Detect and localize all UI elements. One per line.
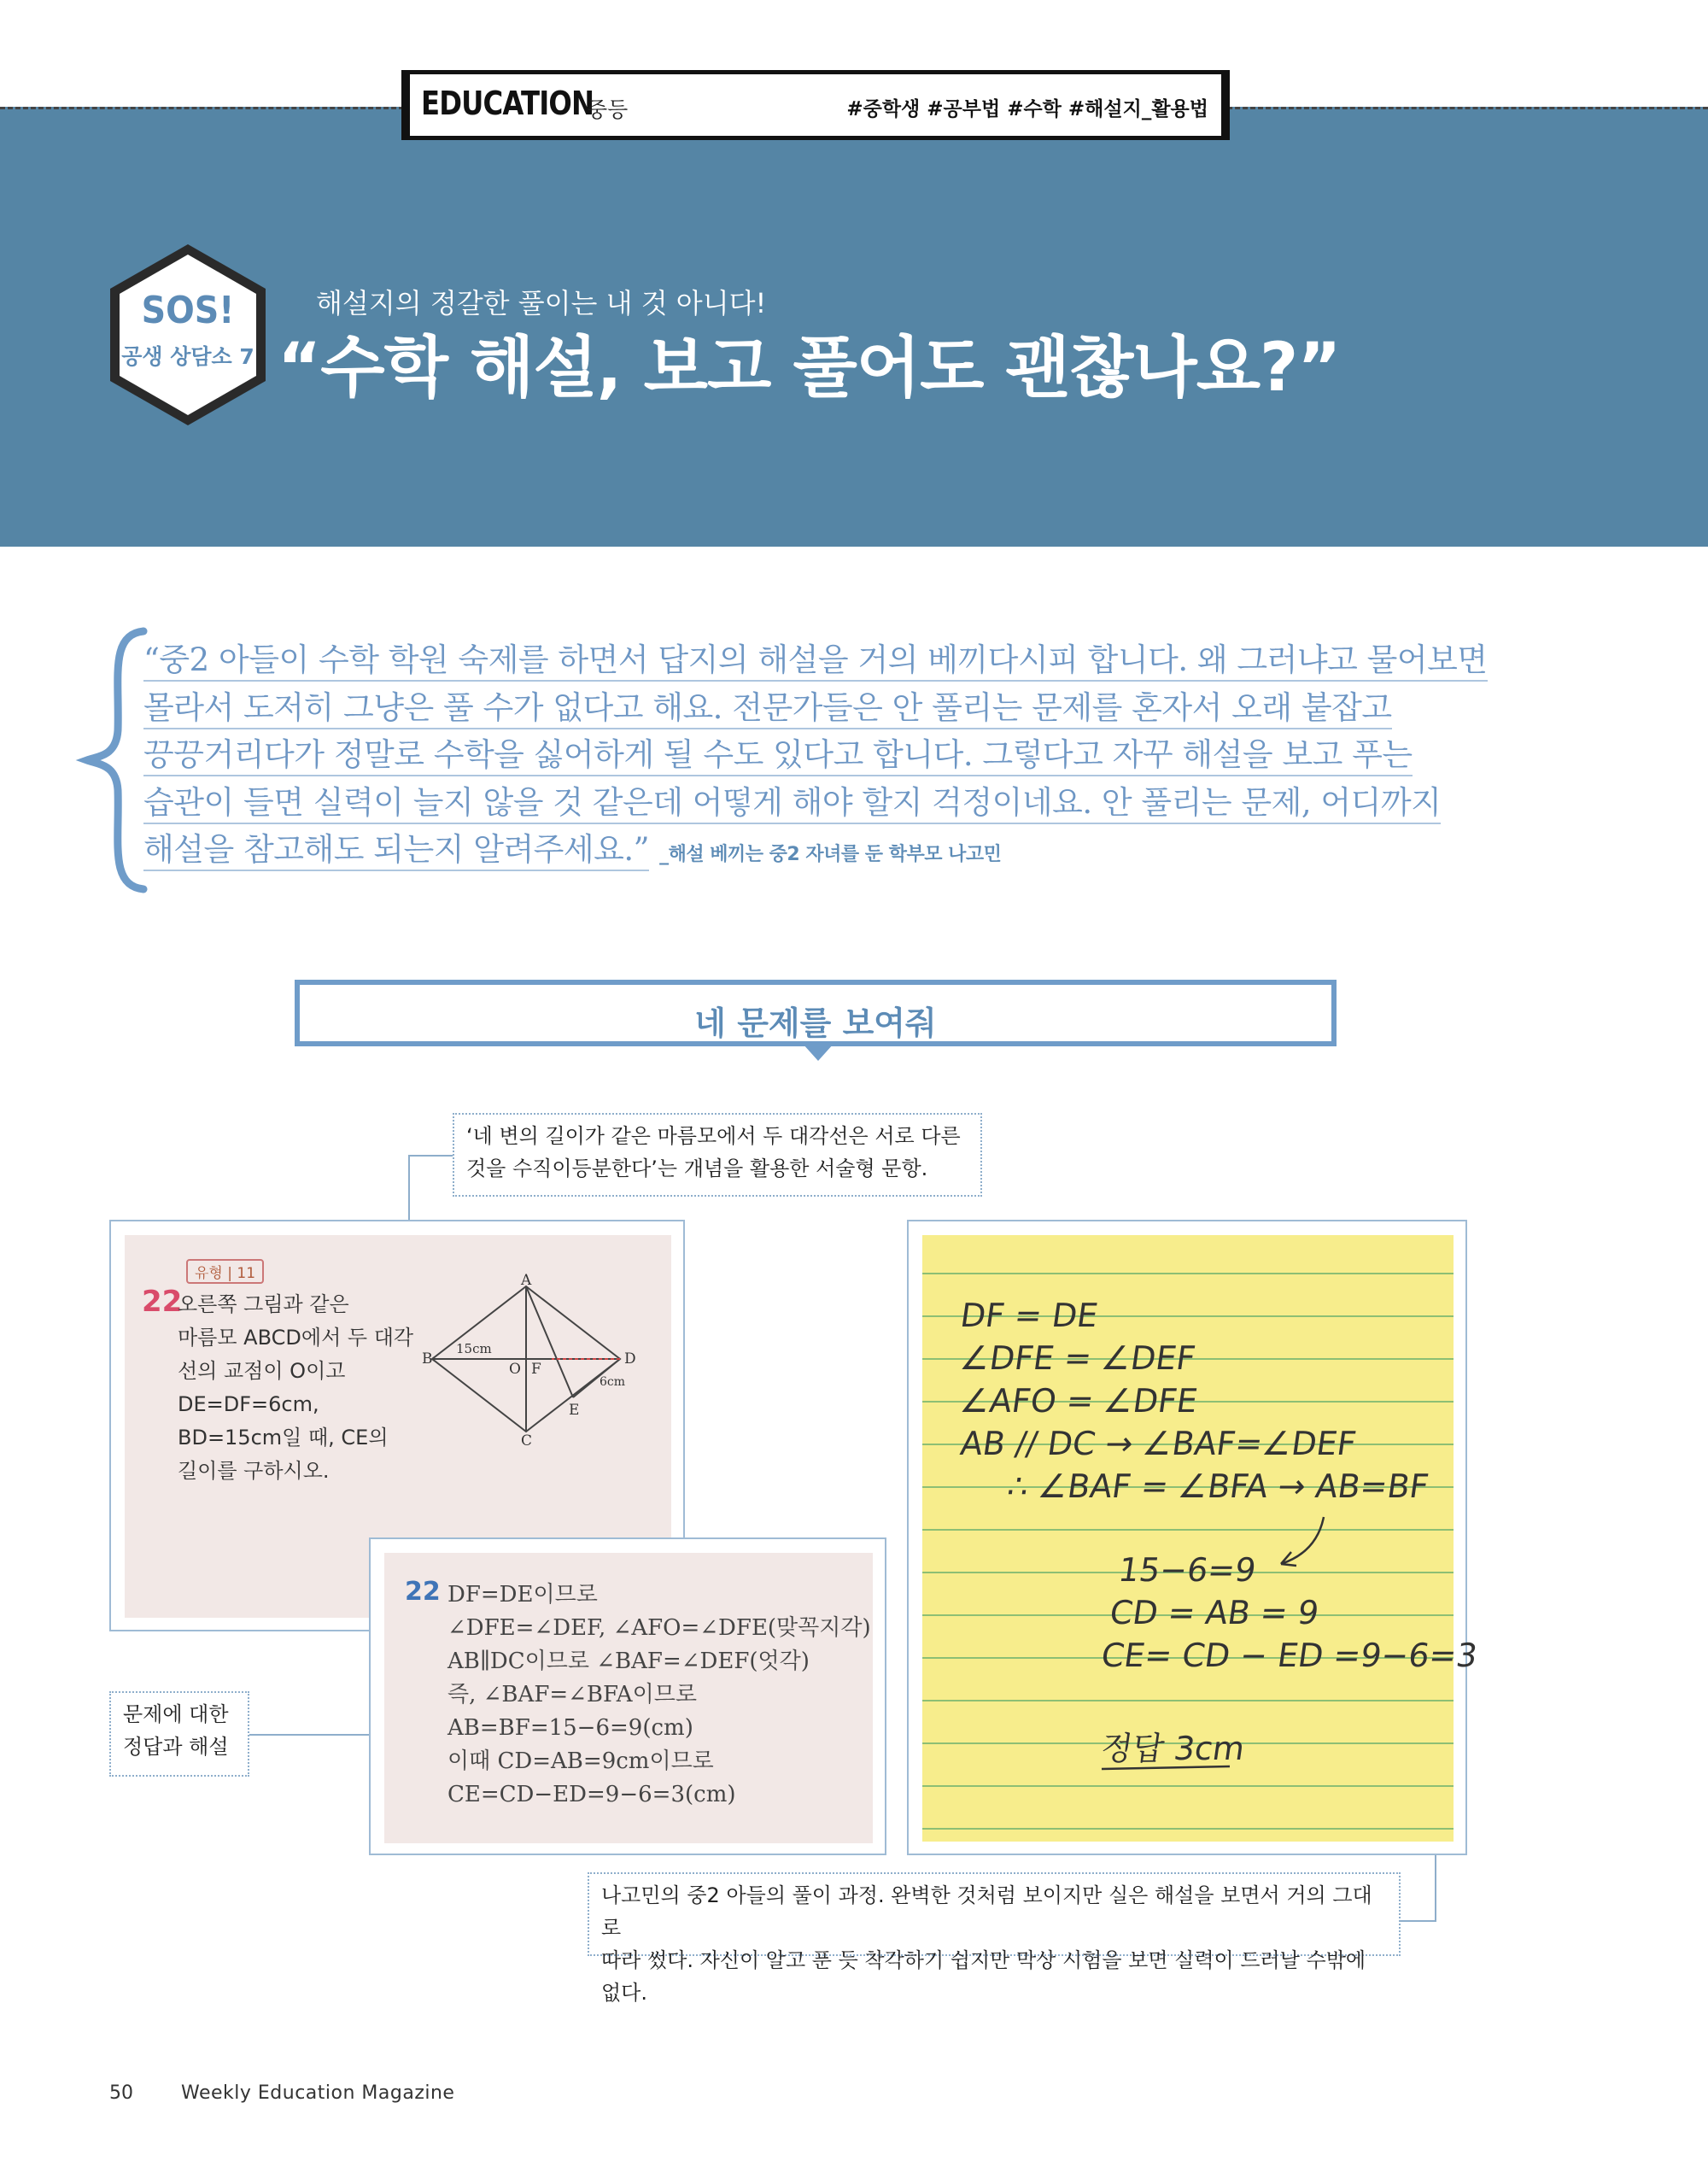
figure-label: O: [509, 1361, 521, 1378]
notebook-frame: [907, 1220, 1480, 1855]
handwritten-line: ∠DFE = ∠DEF: [957, 1339, 1198, 1377]
handwritten-line: 정답 3cm: [1098, 1730, 1248, 1767]
connector-line: [1401, 1920, 1435, 1922]
figure-label: A: [521, 1272, 532, 1289]
note-line: 문제에 대한: [123, 1702, 229, 1726]
note-line: 나고민의 중2 아들의 풀이 과정. 완벽한 것처럼 보이지만 실은 해설을 보면서 거의 그대로: [601, 1883, 1372, 1940]
series-label: 공생 상담소 7: [121, 344, 254, 369]
figure-label: F: [531, 1361, 541, 1378]
sos-hexagon-icon: [107, 241, 269, 429]
problem-text: [178, 1288, 413, 1488]
category-tag-box: [401, 70, 1230, 140]
section-pointer-icon: [803, 1044, 834, 1061]
solution-line: AB=BF=15−6=9(cm): [447, 1715, 693, 1741]
figure-label: E: [569, 1402, 580, 1419]
connector-line: [408, 1155, 453, 1157]
process-note: [588, 1872, 1401, 2005]
solution-number: 22: [405, 1577, 441, 1607]
note-line: 정답과 해설: [123, 1735, 229, 1759]
answer-label-note: [109, 1691, 249, 1777]
connector-line: [408, 1155, 410, 1221]
handwritten-line: CD = AB = 9: [1107, 1594, 1322, 1631]
parent-question-quote: [143, 636, 1488, 879]
quote-line: “중2 아들이 수학 학원 숙제를 하면서 답지의 해설을 거의 베끼다시피 합니다. 왜 그러냐고 물어보면: [143, 641, 1488, 682]
connector-line: [249, 1734, 369, 1736]
quote-author: _해설 베끼는 중2 자녀를 둔 학부모 나고민: [659, 844, 1002, 865]
handwritten-line: ∴ ∠BAF = ∠BFA → AB=BF: [1004, 1467, 1431, 1505]
problem-line: 길이를 구하시오.: [178, 1459, 330, 1483]
figure-label: 15cm: [456, 1341, 492, 1356]
solution-text: [447, 1578, 871, 1812]
concept-note: [453, 1113, 982, 1197]
note-line: 것을 수직이등분한다’는 개념을 활용한 서술형 문항.: [466, 1157, 928, 1180]
rhombus-figure: [422, 1272, 646, 1450]
sos-label: SOS!: [141, 289, 235, 332]
handwritten-line: ∠AFO = ∠DFE: [957, 1382, 1201, 1420]
quote-line: 해설을 참고해도 되는지 알려주세요.”: [143, 831, 649, 871]
hashtags: #중학생 #공부법 #수학 #해설지_활용법: [846, 98, 1208, 120]
figure-label: C: [521, 1432, 533, 1450]
page-number: 50: [109, 2082, 133, 2104]
solution-line: 즉, ∠BAF=∠BFA이므로: [447, 1682, 697, 1707]
section-label: 중등: [587, 97, 629, 122]
problem-line: 마름모 ABCD에서 두 대각: [178, 1326, 414, 1350]
left-brace-icon: [84, 628, 152, 893]
problem-line: 오른쪽 그림과 같은: [178, 1292, 349, 1316]
handwritten-notebook: [922, 1235, 1480, 1842]
solution-line: ∠DFE=∠DEF, ∠AFO=∠DFE(맞꼭지각): [447, 1615, 871, 1641]
problem-type-badge: 유형 | 11: [186, 1259, 264, 1284]
headline-subtitle: 해설지의 정갈한 풀이는 내 것 아니다!: [316, 287, 767, 319]
note-line: ‘네 변의 길이가 같은 마름모에서 두 대각선은 서로 다른: [466, 1124, 961, 1148]
magazine-name: Weekly Education Magazine: [181, 2082, 455, 2104]
handwritten-line: CE= CD − ED =9−6=3: [1098, 1637, 1480, 1674]
figure-label: B: [422, 1350, 433, 1368]
problem-line: BD=15cm일 때, CE의: [178, 1426, 389, 1450]
problem-number: 22: [142, 1285, 183, 1319]
figure-label: D: [624, 1350, 636, 1368]
figure-label: 6cm: [600, 1375, 626, 1389]
section-title: 네 문제를 보여줘: [694, 1004, 937, 1042]
section-title-box: [295, 980, 1337, 1046]
solution-line: AB∥DC이므로 ∠BAF=∠DEF(엇각): [447, 1649, 810, 1674]
handwritten-line: DF = DE: [957, 1297, 1101, 1334]
solution-paper: [384, 1553, 873, 1843]
solution-line: DF=DE이므로: [447, 1582, 598, 1608]
quote-line: 몰라서 도저히 그냥은 풀 수가 없다고 해요. 전문가들은 안 풀리는 문제를 혼자서 오래 붙잡고: [143, 689, 1392, 729]
solution-frame: [369, 1537, 886, 1855]
headline-title: “수학 해설, 보고 풀어도 괜찮나요?”: [278, 330, 1341, 407]
problem-line: DE=DF=6cm,: [178, 1392, 319, 1416]
handwritten-line: AB // DC → ∠BAF=∠DEF: [957, 1425, 1359, 1462]
category-label: EDUCATION: [421, 85, 594, 122]
quote-line: 습관이 들면 실력이 늘지 않을 것 같은데 어떻게 해야 할지 걱정이네요. 안 풀리는 문제, 어디까지: [143, 784, 1441, 824]
quote-line: 끙끙거리다가 정말로 수학을 싫어하게 될 수도 있다고 합니다. 그렇다고 자꾸 해설을 보고 푸는: [143, 736, 1413, 776]
solution-line: CE=CD−ED=9−6=3(cm): [447, 1782, 736, 1807]
connector-line: [1435, 1855, 1436, 1922]
problem-line: 선의 교점이 O이고: [178, 1359, 346, 1383]
handwritten-line: 15−6=9: [1115, 1551, 1259, 1589]
note-line: 따라 썼다. 자신이 알고 푼 듯 착각하기 쉽지만 막상 시험을 보면 실력이 드러날 수밖에 없다.: [601, 1948, 1366, 2005]
solution-line: 이때 CD=AB=9cm이므로: [447, 1748, 714, 1774]
